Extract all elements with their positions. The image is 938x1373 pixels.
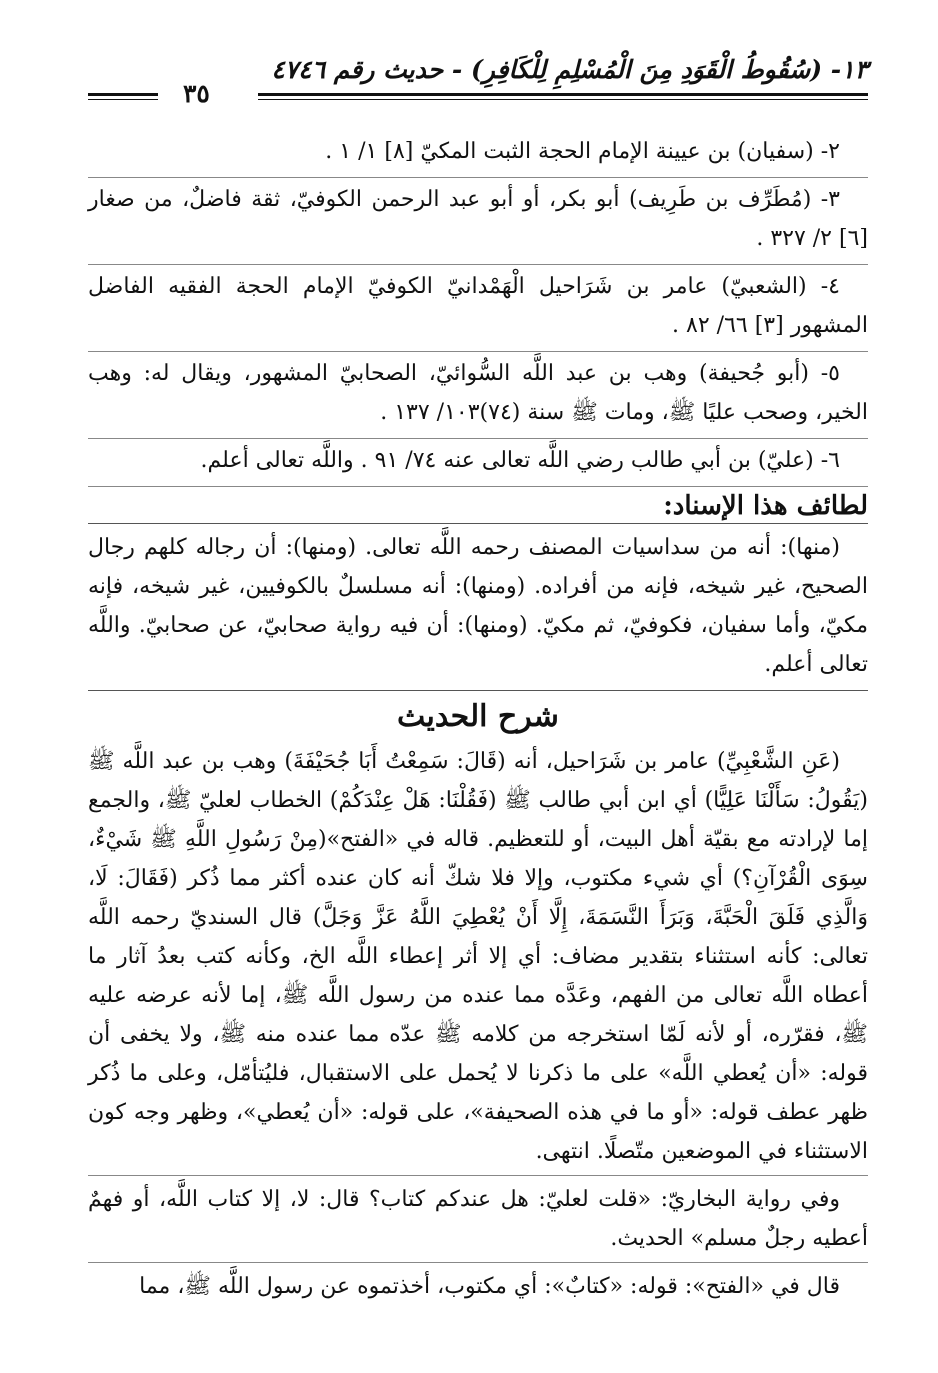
narrator-entry: ٦- (عليّ) بن أبي طالب رضي اللَّه تعالى عنه ٧٤/ ٩١ . واللَّه تعالى أعلم. [88,439,868,487]
narrator-entry: ٣- (مُطَرِّف بن طَرِيف) أبو بكر، أو أبو عبد الرحمن الكوفيّ، ثقة فاضلٌ، من صغار [٦] ٢/ ٣٢٧ . [88,178,868,265]
section-heading-sharh: شرح الحديث [397,699,559,734]
lataif-section [88,523,868,691]
page-body [88,130,868,1310]
page-number: ٣٥ [183,79,210,108]
sharh-paragraph: وفي رواية البخاريّ: «قلت لعليّ: هل عندكم كتاب؟ قال: لا، إلا كتاب اللَّه، أو فهمٌ أعطيه رجلٌ مسلم» الحديث. [88,1176,868,1263]
running-head [88,55,868,108]
header-rule-short-thin [88,99,158,100]
header-rule [258,93,868,96]
chapter-title: ١٣- (سُقُوطُ الْقَوَدِ مِنَ الْمُسْلِمِ لِلْكَافِرِ) - حديث رقم ٤٧٤٦ [271,55,868,84]
header-rule-short [88,93,158,96]
lataif-text: (منها): أنه من سداسيات المصنف رحمه اللَّه تعالى. (ومنها): أن رجاله كلهم رجال الصحيح، غير شيخه، فإنه من أفراده. (ومنها): أنه مسلسلٌ بالكوفيين، غير شيخه، فإنه مكيّ، وأما سفيان، فكوفيّ، ثم مكيّ. (ومنها): أن فيه رواية صحابيّ، عن صحابيّ. واللَّه تعالى أعلم. [88,535,868,677]
sharh-paragraph: (عَنِ الشَّعْبِيِّ) عامر بن شَرَاحيل، أنه (قَالَ: سَمِعْتُ أَبَا جُحَيْفَةَ) وهب بن عبد اللَّه ﷺ (يَقُولُ: سَأَلْنَا عَلِيًّا) أي ابن أبي طالب ﷺ (فَقُلْنَا: هَلْ عِنْدَكُمْ) الخطاب لعليّ ﷺ، والجمع إما لإرادته مع بقيّة أهل البيت، أو للتعظيم. قاله في «الفتح»(مِنْ رَسُولِ اللَّهِ ﷺ شَيْءٌ، سِوَى الْقُرْآنِ؟) أي شيء مكتوب، وإلا فلا شكّ أنه كان عنده أكثر مما ذُكر (فَقَالَ: لَا، وَالَّذِي فَلَقَ الْحَبَّةَ، وَبَرَأَ النَّسَمَةَ، إِلَّا أَنْ يُعْطِيَ اللَّهُ عَزَّ وَجَلَّ) قال السنديّ رحمه اللَّه تعالى: كأنه استثناء بتقدير مضاف: أي إلا أثر إعطاء اللَّه الخ، وكأنه كتب بعدُ آثار ما أعطاه اللَّه تعالى من الفهم، وعَدَّه مما عنده من رسول اللَّه ﷺ، إما لأنه عرضه عليه ﷺ، فقرّره، أو لأنه لَمّا استخرجه من كلامه ﷺ عدّه مما عنده منه ﷺ، ولا يخفى أن قوله: «أن يُعطي اللَّه» على ما ذكرنا لا يُحمل على الاستقبال، فليُتأمّل، وعلى ما ذُكر ظهر عطف قوله: «أو ما في هذه الصحيفة»، على قوله: «أن يُعطي»، وظهر وجه كون الاستثناء في الموضعين متّصلًا. انتهى. [88,738,868,1176]
header-rule-thin [258,99,868,100]
narrator-entry: ٢- (سفيان) بن عيينة الإمام الحجة الثبت المكيّ [٨] ١/ ١ . [88,130,868,178]
sharh-paragraph: قال في «الفتح»: قوله: «كتابٌ»: أي مكتوب، أخذتموه عن رسول اللَّه ﷺ، مما [139,1274,840,1299]
narrator-entry: ٥- (أبو جُحيفة) وهب بن عبد اللَّه السُّوائيّ، الصحابيّ المشهور، ويقال له: وهب الخير، وصحب عليًا ﷺ، ومات ﷺ سنة (٧٤)١٠٣/ ١٣٧ . [88,352,868,439]
section-heading-lataif: لطائف هذا الإسناد: [663,491,868,521]
narrator-entry: ٤- (الشعبيّ) عامر بن شَرَاحيل الْهَمْدانيّ الكوفيّ الإمام الحجة الفقيه الفاضل المشهور [٣] ٦٦/ ٨٢ . [88,265,868,352]
